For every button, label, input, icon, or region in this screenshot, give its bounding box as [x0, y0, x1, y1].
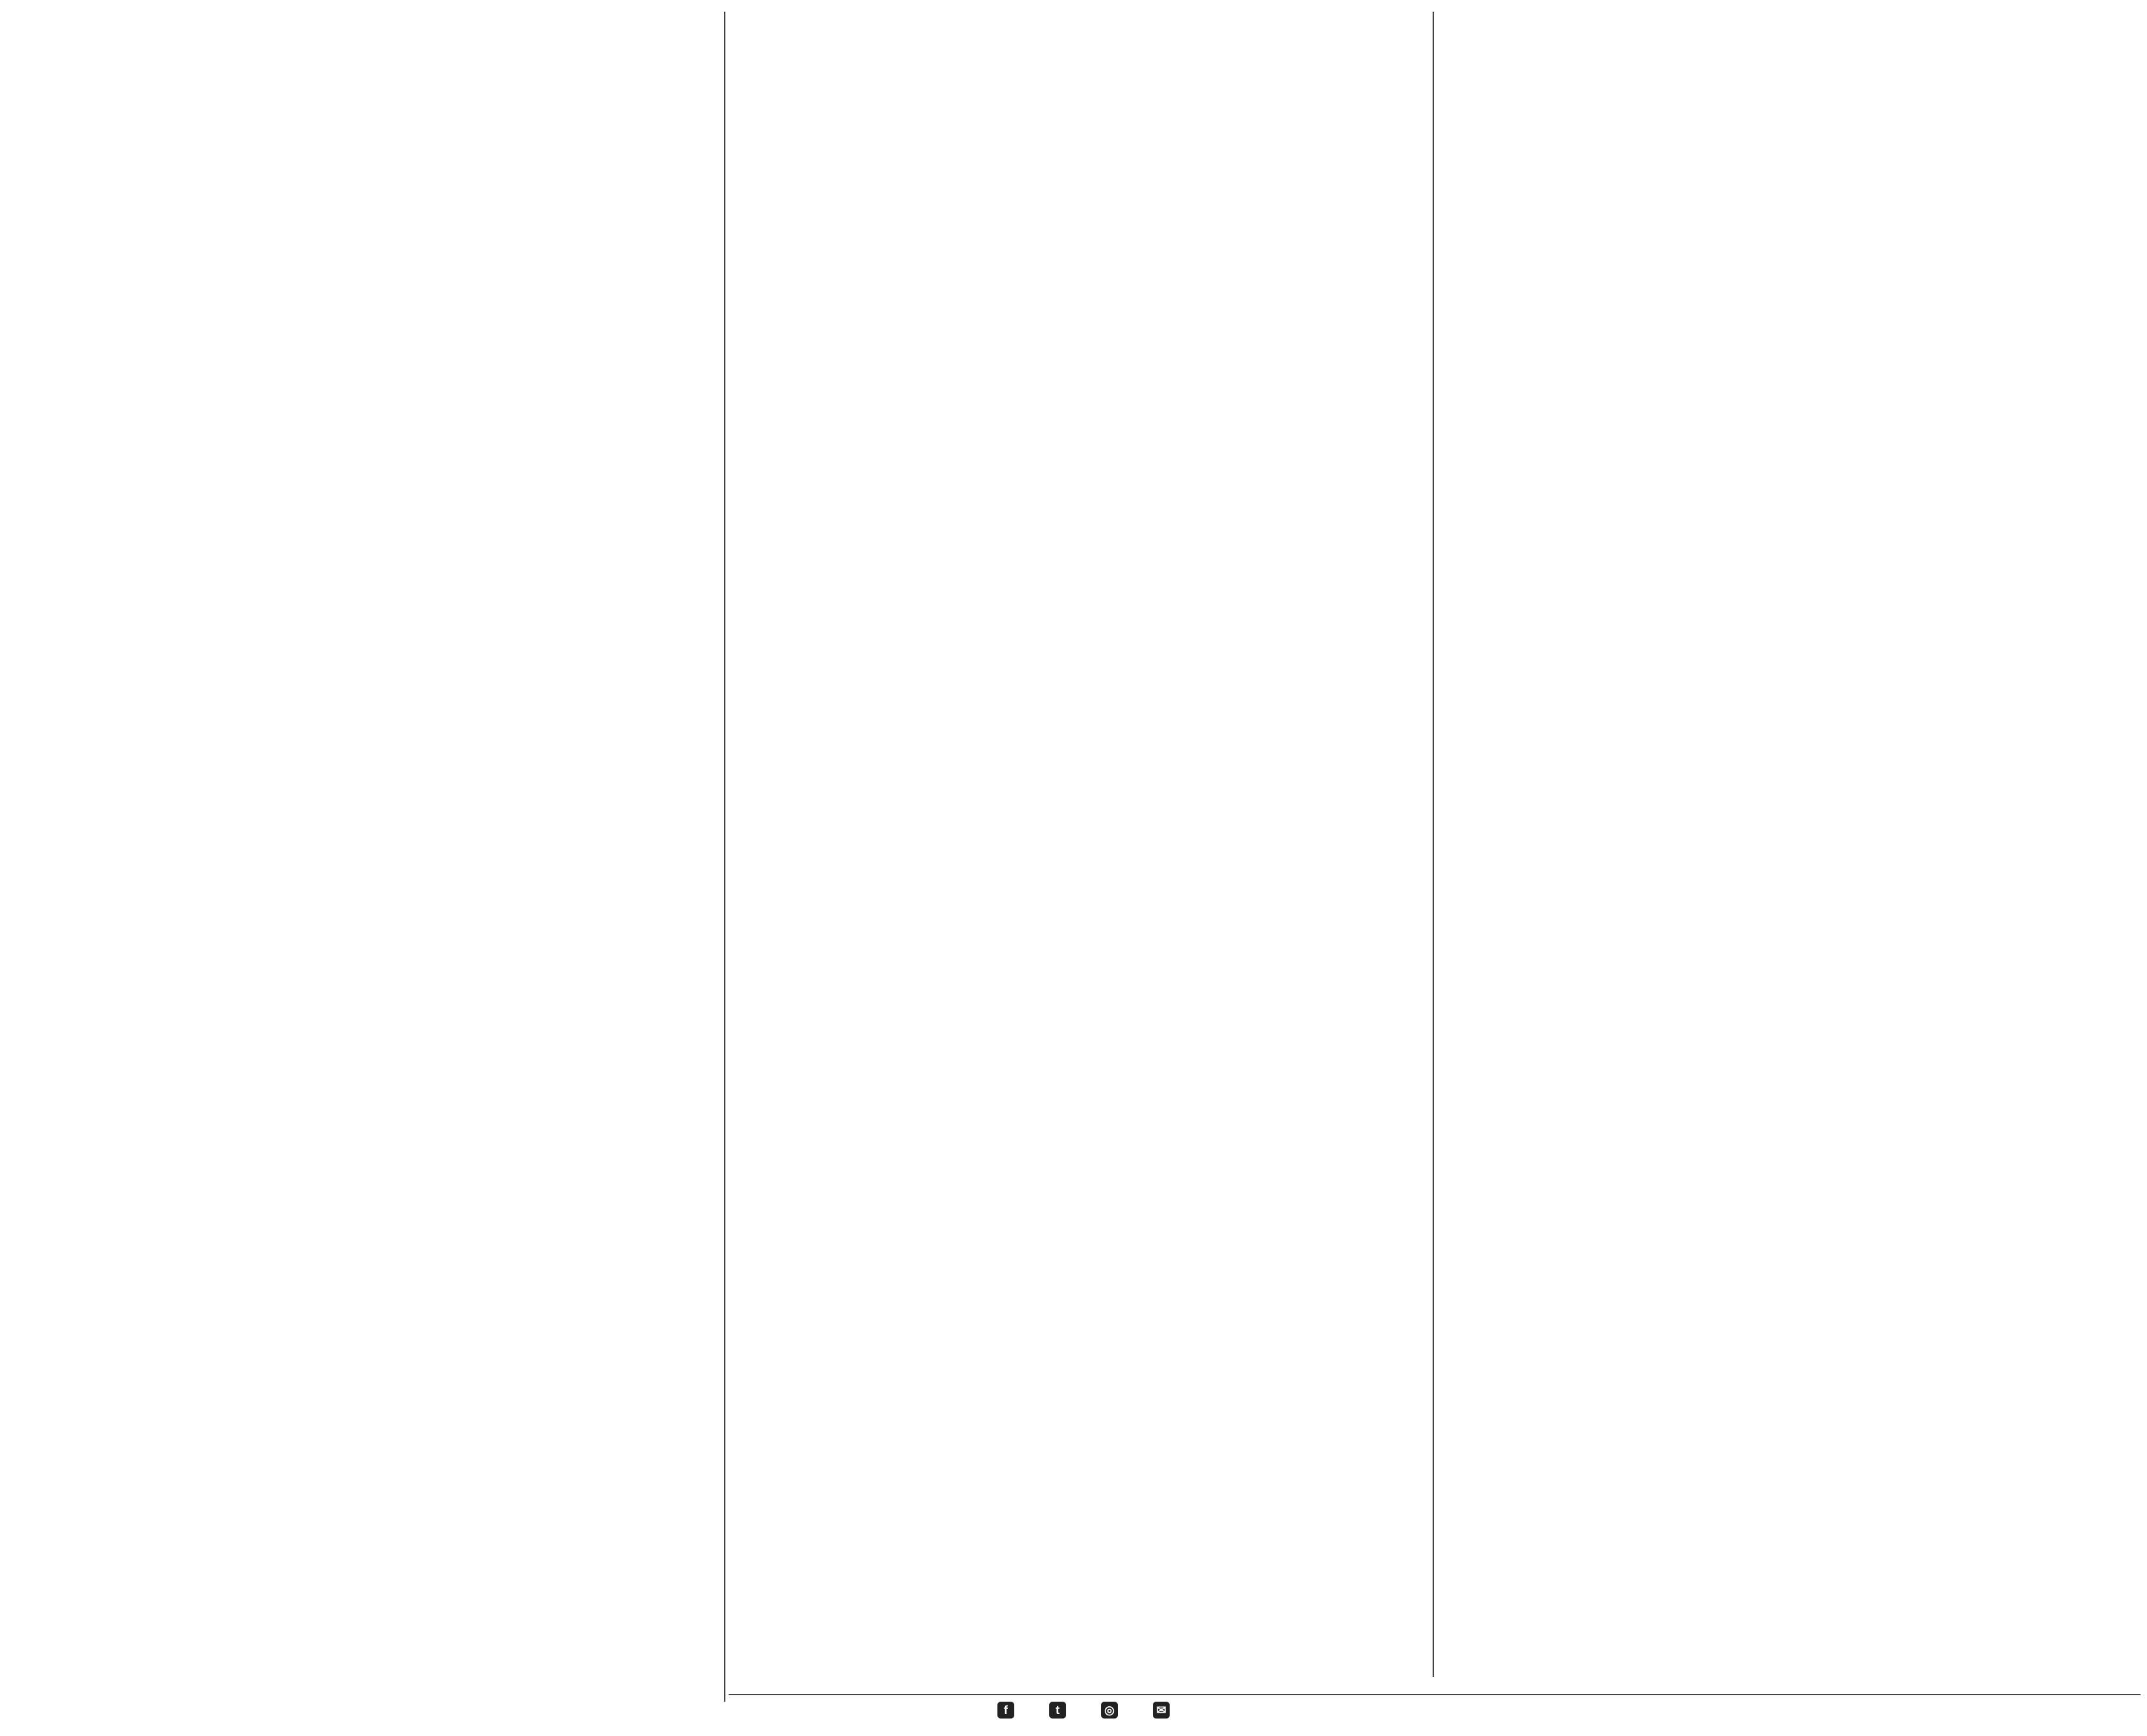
twitter-link[interactable] [1049, 1702, 1071, 1719]
facebook-link[interactable] [997, 1702, 1019, 1719]
message-icon: ✉ [1153, 1702, 1170, 1719]
globe-icon: ◎ [1101, 1702, 1118, 1719]
twitter-icon: t [1049, 1702, 1066, 1719]
sms-link[interactable] [1153, 1702, 1175, 1719]
footer-rule [729, 1694, 2141, 1695]
column-divider [1433, 12, 1434, 1677]
website-link[interactable] [1101, 1702, 1123, 1719]
social-bar [997, 1702, 1175, 1719]
column-divider [724, 12, 725, 1702]
facebook-icon: f [997, 1702, 1014, 1719]
